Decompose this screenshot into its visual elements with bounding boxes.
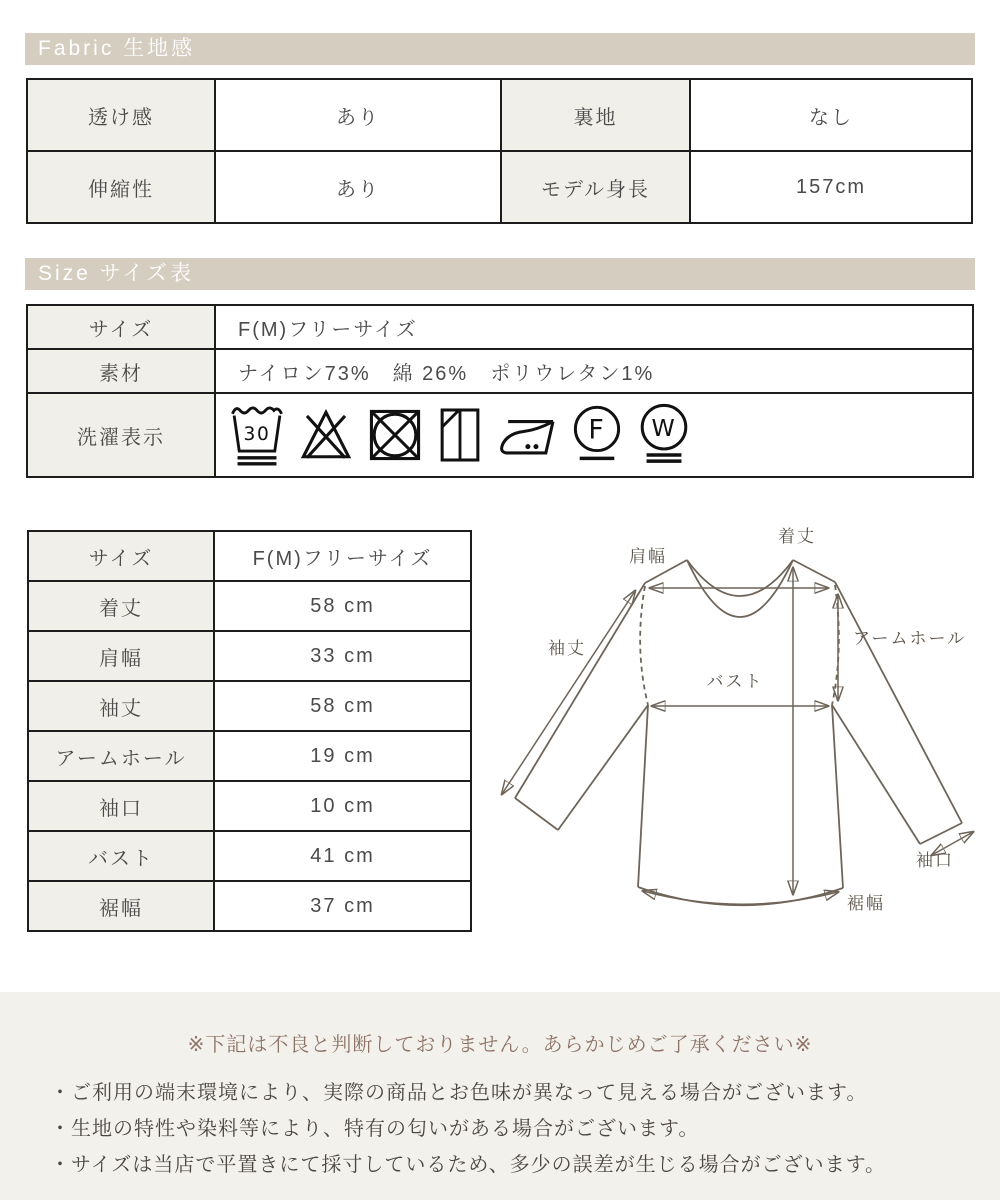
fabric-value-model-height: 157cm: [690, 151, 972, 223]
do-not-tumble-dry-icon: [366, 406, 424, 464]
table-row: [28, 781, 471, 831]
disclaimer-item-odor: ・生地の特性や染料等により、特有の匂いがある場合がございます。: [50, 1118, 700, 1140]
meas-label-cuff: 袖口: [28, 781, 214, 831]
meas-header-value: F(M)フリーサイズ: [214, 531, 471, 581]
meas-label-shoulder: 肩幅: [28, 631, 214, 681]
material-value: ナイロン73% 綿 26% ポリウレタン1%: [215, 349, 973, 393]
material-label: 素材: [27, 349, 215, 393]
fabric-table: [26, 78, 973, 224]
fabric-value-lining: なし: [690, 79, 972, 151]
table-row: [28, 581, 471, 631]
armhole-label: アームホール: [853, 629, 967, 648]
care-symbols-row: [228, 401, 972, 469]
table-row: [27, 151, 972, 223]
garment-measurement-diagram: [490, 508, 1000, 938]
line-dry-in-shade-icon: [435, 406, 485, 464]
size-label: サイズ: [27, 305, 215, 349]
table-row: [28, 831, 471, 881]
care-symbols-cell: [215, 393, 973, 477]
table-row: [28, 631, 471, 681]
shoulder-width-label: 肩幅: [629, 547, 667, 566]
table-row: [27, 393, 973, 477]
meas-value-armhole: 19 cm: [214, 731, 471, 781]
size-info-table: [26, 304, 974, 478]
table-row: [27, 349, 973, 393]
sleeve-length-label: 袖丈: [548, 639, 586, 658]
disclaimer-item-color: ・ご利用の端末環境により、実際の商品とお色味が異なって見える場合がございます。: [50, 1082, 868, 1104]
table-row: [28, 731, 471, 781]
sleeve-length-arrow: [502, 591, 635, 794]
table-row: [28, 881, 471, 931]
size-value: F(M)フリーサイズ: [215, 305, 973, 349]
meas-label-sleeve: 袖丈: [28, 681, 214, 731]
meas-value-sleeve: 58 cm: [214, 681, 471, 731]
svg-text:30: 30: [243, 424, 271, 446]
table-row: [28, 681, 471, 731]
table-row: [28, 531, 471, 581]
meas-label-body-length: 着丈: [28, 581, 214, 631]
hem-width-label: 裾幅: [847, 894, 885, 913]
cuff-label: 袖口: [916, 851, 954, 870]
meas-header-label: サイズ: [28, 531, 214, 581]
bust-label: バスト: [706, 672, 764, 691]
measurement-table: [27, 530, 472, 932]
hem-width-arrow: [643, 891, 838, 904]
svg-text:W: W: [651, 413, 677, 442]
care-label: 洗濯表示: [27, 393, 215, 477]
disclaimer-list: [50, 1075, 1000, 1183]
do-not-bleach-icon: [297, 406, 355, 464]
fabric-label-model-height: モデル身長: [501, 151, 690, 223]
meas-value-cuff: 10 cm: [214, 781, 471, 831]
meas-label-bust: バスト: [28, 831, 214, 881]
body-length-label: 着丈: [778, 527, 816, 546]
dry-clean-f-icon: [569, 403, 625, 467]
size-section-header: Size サイズ表: [25, 258, 975, 290]
svg-text:F: F: [588, 414, 606, 446]
fabric-label-sheerness: 透け感: [27, 79, 215, 151]
meas-value-hem: 37 cm: [214, 881, 471, 931]
disclaimer-section: [0, 992, 1000, 1200]
meas-label-hem: 裾幅: [28, 881, 214, 931]
fabric-value-sheerness: あり: [215, 79, 501, 151]
table-row: [27, 79, 972, 151]
meas-label-armhole: アームホール: [28, 731, 214, 781]
fabric-label-lining: 裏地: [501, 79, 690, 151]
disclaimer-heading: ※下記は不良と判断しておりません。あらかじめご了承ください※: [187, 1034, 813, 1056]
table-row: [27, 305, 973, 349]
fabric-label-stretch: 伸縮性: [27, 151, 215, 223]
meas-value-body-length: 58 cm: [214, 581, 471, 631]
iron-medium-icon: [496, 409, 558, 461]
meas-value-bust: 41 cm: [214, 831, 471, 881]
fabric-section-header: Fabric 生地感: [25, 33, 975, 65]
meas-value-shoulder: 33 cm: [214, 631, 471, 681]
wash-30-very-gentle-icon: [228, 402, 286, 468]
disclaimer-item-size: ・サイズは当店で平置きにて採寸しているため、多少の誤差が生じる場合がございます。: [50, 1154, 886, 1176]
wet-clean-w-icon: [636, 401, 692, 469]
fabric-value-stretch: あり: [215, 151, 501, 223]
